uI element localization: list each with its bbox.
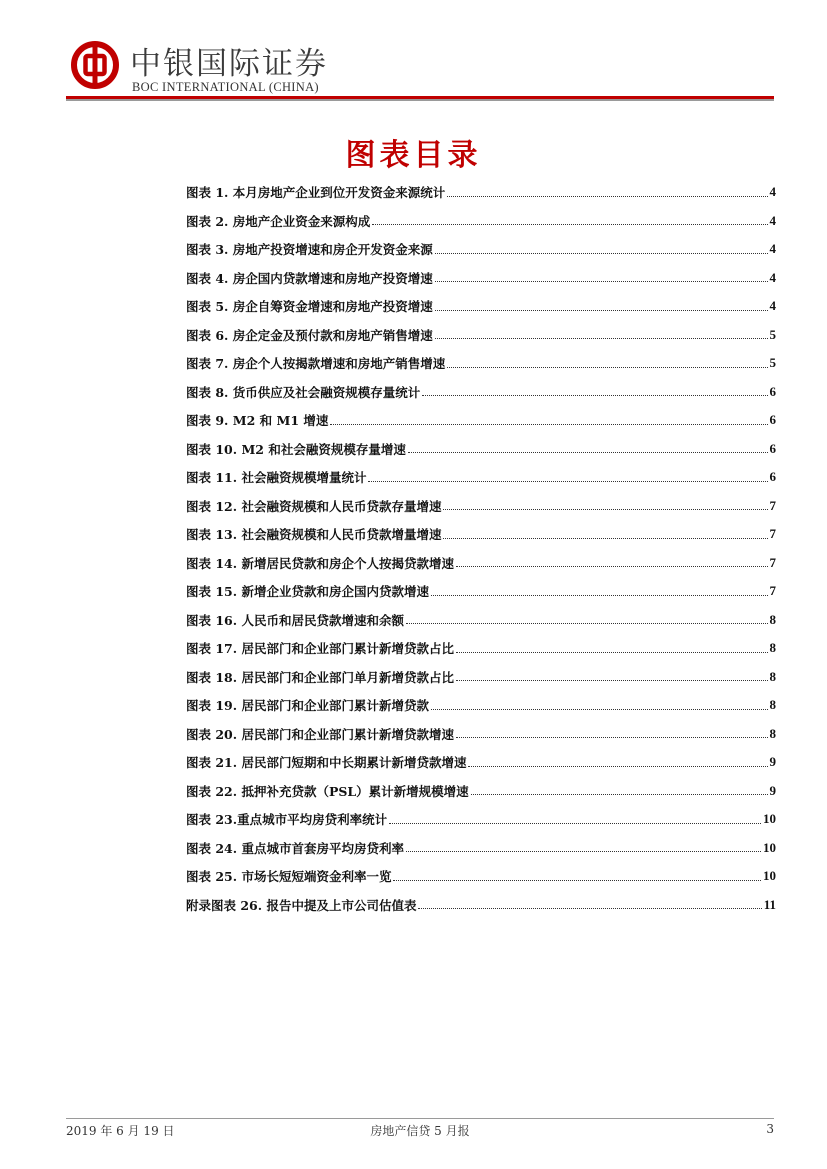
- toc-dot-leader: [422, 395, 767, 396]
- toc-entry-page: 8: [769, 697, 776, 713]
- brand-name-chinese: 中银国际证券: [130, 46, 328, 82]
- toc-entry-page: 8: [769, 611, 776, 627]
- toc-entry[interactable]: [186, 435, 776, 464]
- page-footer: [66, 1122, 774, 1142]
- toc-dot-leader: [471, 794, 768, 795]
- toc-entry-page: 9: [769, 782, 776, 798]
- toc-dot-leader: [456, 737, 768, 738]
- toc-dot-leader: [393, 880, 761, 881]
- toc-entry-page: 7: [769, 583, 776, 599]
- toc-entry[interactable]: [186, 463, 776, 492]
- toc-entry[interactable]: [186, 292, 776, 321]
- toc-entry[interactable]: [186, 748, 776, 777]
- toc-entry-page: 4: [769, 184, 776, 200]
- toc-entry-label: 图表 19. 居民部门和企业部门累计新增贷款: [186, 698, 429, 714]
- toc-entry-page: 6: [769, 469, 776, 485]
- toc-entry-page: 10: [763, 868, 776, 884]
- toc-entry-label: 图表 15. 新增企业贷款和房企国内贷款增速: [186, 584, 429, 600]
- toc-entry[interactable]: [186, 378, 776, 407]
- toc-dot-leader: [447, 196, 767, 197]
- toc-entry-page: 4: [769, 241, 776, 257]
- footer-report-name: 房地产信贷 5 月报: [370, 1124, 470, 1138]
- toc-entry[interactable]: [186, 834, 776, 863]
- toc-entry-page: 10: [763, 811, 776, 827]
- toc-entry-page: 4: [769, 269, 776, 285]
- toc-dot-leader: [456, 652, 768, 653]
- toc-dot-leader: [435, 281, 768, 282]
- page-title: 图表目录: [345, 138, 482, 173]
- toc-entry-label: 图表 11. 社会融资规模增量统计: [186, 470, 367, 486]
- toc-dot-leader: [468, 766, 767, 767]
- boc-logo-icon: [70, 40, 120, 90]
- toc-entry-label: 图表 24. 重点城市首套房平均房贷利率: [186, 840, 404, 856]
- toc-entry[interactable]: [186, 634, 776, 663]
- toc-dot-leader: [443, 538, 767, 539]
- brand-name-english: BOC INTERNATIONAL (CHINA): [132, 80, 319, 94]
- toc-entry-label: 图表 1. 本月房地产企业到位开发资金来源统计: [186, 185, 446, 201]
- toc-entry[interactable]: [186, 235, 776, 264]
- toc-dot-leader: [431, 595, 768, 596]
- toc-entry[interactable]: [186, 492, 776, 521]
- toc-entry-page: 5: [769, 355, 776, 371]
- toc-entry[interactable]: [186, 178, 776, 207]
- toc-entry[interactable]: [186, 891, 776, 920]
- toc-entry-label: 图表 4. 房企国内贷款增速和房地产投资增速: [186, 270, 433, 286]
- toc-entry[interactable]: [186, 691, 776, 720]
- toc-entry-page: 6: [769, 412, 776, 428]
- toc-entry-label: 图表 18. 居民部门和企业部门单月新增贷款占比: [186, 669, 454, 685]
- toc-entry-label: 图表 7. 房企个人按揭款增速和房地产销售增速: [186, 356, 446, 372]
- toc-dot-leader: [389, 823, 761, 824]
- toc-entry-page: 11: [763, 896, 776, 912]
- toc-list: [186, 178, 776, 919]
- toc-entry-page: 6: [769, 440, 776, 456]
- toc-entry[interactable]: [186, 264, 776, 293]
- toc-dot-leader: [330, 424, 767, 425]
- toc-entry[interactable]: [186, 720, 776, 749]
- toc-entry[interactable]: [186, 549, 776, 578]
- toc-entry-label: 图表 9. M2 和 M1 增速: [186, 413, 329, 429]
- toc-dot-leader: [456, 566, 768, 567]
- toc-entry-page: 4: [769, 212, 776, 228]
- toc-entry-label: 图表 13. 社会融资规模和人民币贷款增量增速: [186, 527, 442, 543]
- toc-entry-label: 图表 25. 市场长短短端资金利率一览: [186, 869, 392, 885]
- toc-entry[interactable]: [186, 805, 776, 834]
- toc-entry-page: 10: [763, 839, 776, 855]
- toc-entry-page: 7: [769, 497, 776, 513]
- toc-entry[interactable]: [186, 207, 776, 236]
- toc-entry-label: 图表 12. 社会融资规模和人民币贷款存量增速: [186, 498, 442, 514]
- toc-entry[interactable]: [186, 606, 776, 635]
- toc-dot-leader: [368, 481, 767, 482]
- toc-entry-label: 图表 14. 新增居民贷款和房企个人按揭贷款增速: [186, 555, 454, 571]
- toc-entry-page: 7: [769, 526, 776, 542]
- toc-dot-leader: [408, 452, 768, 453]
- header-divider-gray: [66, 99, 774, 101]
- toc-dot-leader: [418, 908, 761, 909]
- toc-entry[interactable]: [186, 321, 776, 350]
- toc-entry-label: 图表 6. 房企定金及预付款和房地产销售增速: [186, 327, 433, 343]
- toc-entry-page: 9: [769, 754, 776, 770]
- toc-entry-page: 8: [769, 640, 776, 656]
- toc-dot-leader: [447, 367, 767, 368]
- toc-entry-label: 图表 16. 人民币和居民贷款增速和余额: [186, 612, 404, 628]
- toc-entry[interactable]: [186, 862, 776, 891]
- toc-dot-leader: [431, 709, 768, 710]
- toc-dot-leader: [406, 851, 761, 852]
- toc-entry[interactable]: [186, 520, 776, 549]
- toc-entry-page: 6: [769, 383, 776, 399]
- toc-entry-label: 图表 20. 居民部门和企业部门累计新增贷款增速: [186, 726, 454, 742]
- toc-entry-page: 8: [769, 668, 776, 684]
- toc-entry-label: 图表 10. M2 和社会融资规模存量增速: [186, 441, 406, 457]
- toc-entry-label: 图表 8. 货币供应及社会融资规模存量统计: [186, 384, 421, 400]
- toc-entry-label: 图表 23.重点城市平均房贷利率统计: [186, 812, 388, 828]
- footer-date: 2019 年 6 月 19 日: [66, 1124, 175, 1138]
- toc-entry-page: 4: [769, 298, 776, 314]
- toc-dot-leader: [435, 338, 768, 339]
- toc-dot-leader: [435, 253, 768, 254]
- toc-entry-label: 图表 22. 抵押补充贷款（PSL）累计新增规模增速: [186, 783, 469, 799]
- toc-entry-label: 图表 2. 房地产企业资金来源构成: [186, 213, 371, 229]
- toc-entry[interactable]: [186, 777, 776, 806]
- toc-entry[interactable]: [186, 349, 776, 378]
- footer-divider: [66, 1118, 774, 1119]
- toc-entry-page: 5: [769, 326, 776, 342]
- toc-entry-label: 图表 21. 居民部门短期和中长期累计新增贷款增速: [186, 755, 467, 771]
- toc-dot-leader: [406, 623, 768, 624]
- toc-entry-label: 附录图表 26. 报告中提及上市公司估值表: [186, 897, 417, 913]
- toc-entry-page: 8: [769, 725, 776, 741]
- toc-dot-leader: [372, 224, 767, 225]
- toc-entry-label: 图表 3. 房地产投资增速和房企开发资金来源: [186, 242, 433, 258]
- toc-entry-page: 7: [769, 554, 776, 570]
- toc-entry[interactable]: [186, 663, 776, 692]
- toc-entry-label: 图表 5. 房企自筹资金增速和房地产投资增速: [186, 299, 433, 315]
- toc-entry-label: 图表 17. 居民部门和企业部门累计新增贷款占比: [186, 641, 454, 657]
- toc-dot-leader: [435, 310, 768, 311]
- footer-page-number: 3: [766, 1122, 774, 1136]
- toc-entry[interactable]: [186, 577, 776, 606]
- toc-entry[interactable]: [186, 406, 776, 435]
- toc-dot-leader: [443, 509, 767, 510]
- toc-dot-leader: [456, 680, 768, 681]
